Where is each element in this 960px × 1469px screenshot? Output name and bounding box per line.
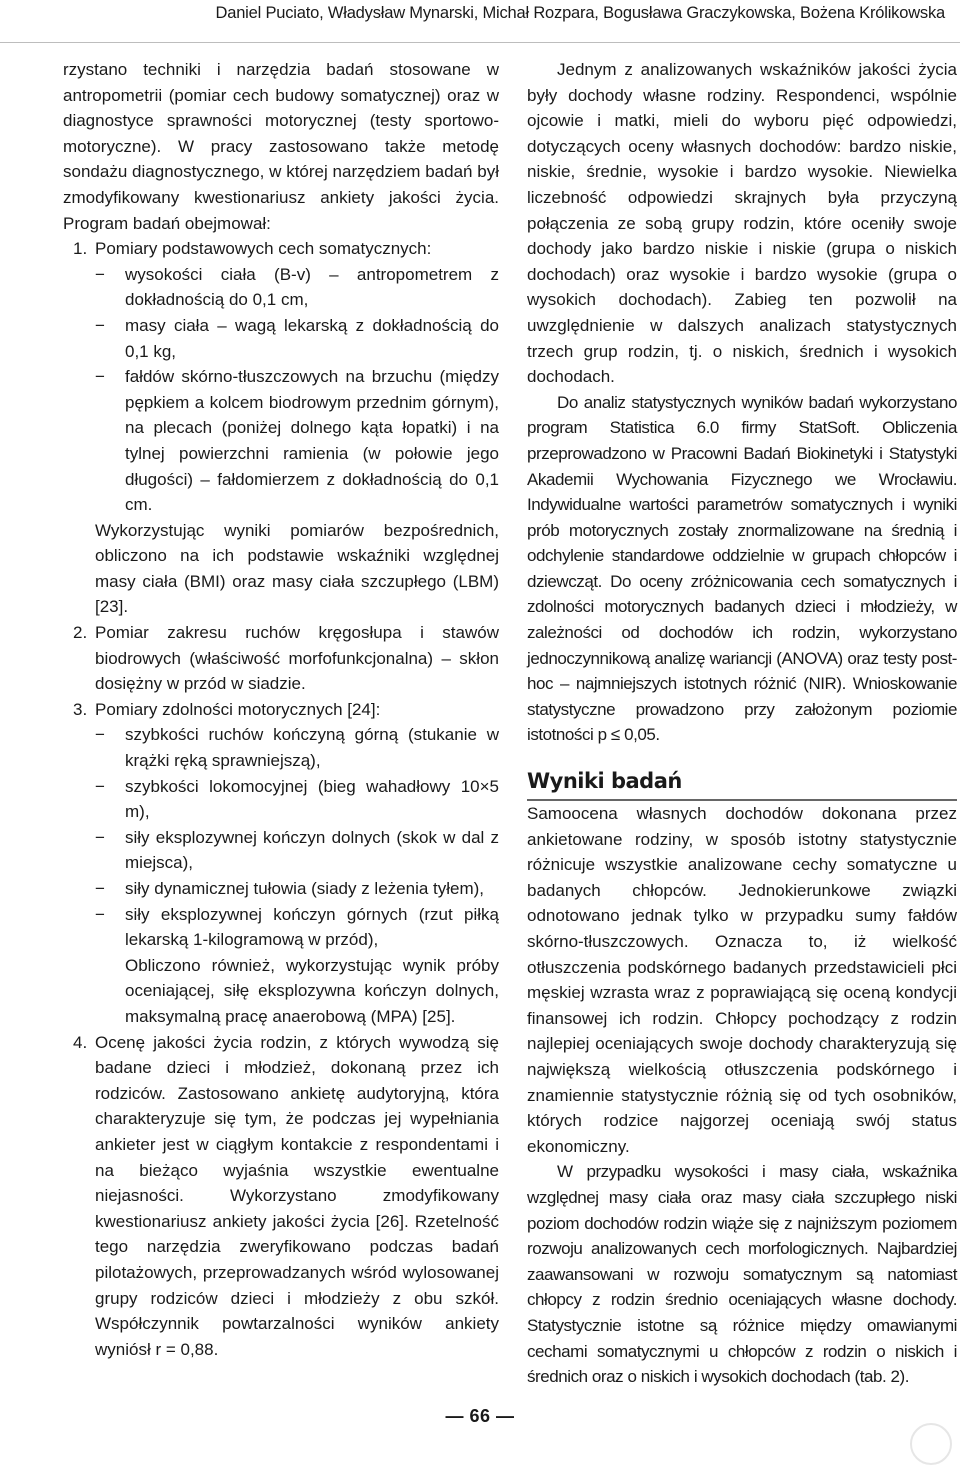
- item-text: Pomiar zakresu ruchów kręgosłupa i stawów biodrowych (właściwość morfofunkcjonalna) – skłon dosiężny w przód w siadzie.: [95, 623, 499, 694]
- right-column: [527, 57, 957, 1390]
- list-item: − masy ciała – wagą lekarską z dokładnością do 0,1 kg,: [95, 313, 499, 364]
- item-text: Pomiary podstawowych cech somatycznych:: [95, 239, 432, 259]
- numbered-item-1: [63, 236, 499, 518]
- body-paragraph: Do analiz statystycznych wyników badań wykorzystano program Statistica 6.0 firmy StatSoft. Obliczenia przeprowadzono w Pracowni Badań Biokinetyki i Statystyki Akademii Wychowania Fizycznego we Wrocławiu. Indywidualne wartości parametrów somatycznych i wyniki prób motorycznych zostały znormalizowane na średnią i odchylenie standardowe oddzielnie w grupach chłopców i dziewcząt. Do oceny zróżnicowania cech somatycznych i zdolności motorycznych badanych dzieci i młodzieży, w zależności od dochodów ich rodzin, wykorzystano jednoczynnikową analizę wariancji (ANOVA) oraz testy post-hoc – najmniejszych istotnych różnić (NIR). Wnioskowanie statystyczne prowadzono przy założonym poziomie istotności p ≤ 0,05.: [527, 392, 957, 745]
- dash-list: [95, 262, 499, 518]
- item-text: Pomiary zdolności motorycznych [24]:: [95, 699, 381, 719]
- list-item: − szybkości ruchów kończyną górną (stukanie w krążki ręką sprawniejszą),: [95, 722, 499, 773]
- list-item: − siły eksplozywnej kończyn dolnych (skok w dal z miejsca),: [95, 825, 499, 876]
- numbered-item-4: [63, 1030, 499, 1363]
- body-paragraph: Jednym z analizowanych wskaźników jakości życia były dochody własne rodziny. Respondenci, wspólnie ojcowie i matki, mieli do wyboru pięć odpowiedzi, dotyczących oceny własnych dochodów: bardzo niskie, niskie, średnie, wysokie i bardzo wysokie. Niewielka liczebność odpowiedzi skrajnych była przyczyną połączenia ze sobą grupy rodzin, które oceniły swoje dochody jako bardzo niskie i niskie (grupa o niskich dochodach) oraz wysokie i bardzo wysokie (grupa o wysokich dochodach). Zabieg ten pozwolił na uwzględnienie w dalszych analizach statystycznych trzech grup rodzin, tj. o niskich, średnich i wysokich dochodach.: [527, 60, 957, 387]
- left-column: [63, 57, 499, 1362]
- item-note: Obliczono również, wykorzystując wynik próby oceniającej, siłę eksplozywna kończyn dolnych, maksymalną pracę anaerobową (MPA) [25].: [125, 955, 499, 1026]
- numbered-item-3: [63, 697, 499, 1030]
- item-text: Ocenę jakości życia rodzin, z których wywodzą się badane dzieci i młodzież, dokonaną przez ich rodziców. Zastosowano ankietę audytoryjną, która charakteryzuje się tym, że podczas jej wypełniania ankieter jest w ciągłym kontakcie z respondentami i na bieżąco wyjaśnia wszystkie ewentualne niejasności. Wykorzystano zmodyfikowany kwestionariusz ankiety jakości życia [26]. Rzetelność tego narzędzia zweryfikowano podczas badań pilotażowych, przeprowadzanych wśród wylosowanej grupy rodziców dzieci i młodzieży z obu szkół. Współczynnik powtarzalności wyników ankiety wyniósł r = 0,88.: [95, 1032, 499, 1359]
- running-header: Daniel Puciato, Władysław Mynarski, Michał Rozpara, Bogusława Graczykowska, Bożena Królikowska: [215, 4, 945, 22]
- list-item: − siły eksplozywnej kończyn górnych (rzut piłką lekarską 1-kilogramową w przód),: [95, 902, 499, 953]
- watermark-seal-icon: [910, 1423, 952, 1465]
- intro-paragraph: rzystano techniki i narzędzia badań stosowane w antropometrii (pomiar cech budowy somatycznej) oraz w diagnostyce sprawności motorycznej (testy sportowo-motoryczne). W pracy zastosowano także metodę sondażu diagnostycznego, w której narzędziem badań był zmodyfikowany kwestionariusz ankiety jakości życia. Program badań obejmował:: [63, 60, 499, 233]
- list-item: − szybkości lokomocyjnej (bieg wahadłowy 10×5 m),: [95, 774, 499, 825]
- numbered-item-2: [63, 620, 499, 697]
- header-divider: [0, 42, 960, 43]
- dash-list: [95, 722, 499, 952]
- item-number: 3.: [73, 699, 88, 719]
- item-number: 4.: [73, 1032, 88, 1052]
- body-paragraph: Samoocena własnych dochodów dokonana przez ankietowane rodziny, w sposób istotny statystycznie różnicuje wszystkie analizowane cechy somatyczne u badanych chłopców. Jednokierunkowe związki odnotowano jednak tylko w przypadku sumy fałdów skórno-tłuszczowych. Oznacza to, iż wielkość otłuszczenia podskórnego badanych przedstawicieli płci męskiej wzrasta wraz z poprawiającą się oceną kondycji finansowej ich rodzin. Chłopcy pochodzący z rodzin najlepiej oceniających swoje dochody charakteryzują się największą wielkością otłuszczenia podskórnego i znamiennie statystycznie różnią się od tych osobników, których rodzice najgorzej oceniają swój status ekonomiczny.: [527, 804, 957, 1156]
- item-note: Wykorzystując wyniki pomiarów bezpośrednich, obliczono na ich podstawie wskaźniki względnej masy ciała (BMI) oraz masy ciała szczupłego (LBM) [23].: [95, 520, 499, 617]
- section-heading: Wyniki badań: [527, 767, 957, 801]
- list-item: − fałdów skórno-tłuszczowych na brzuchu (między pępkiem a kolcem biodrowym przednim górnym), na plecach (poniżej dolnego kąta łopatki) i na tylnej powierzchni ramienia (w połowie jego długości) – fałdomierzem z dokładnością do 0,1 cm.: [95, 364, 499, 518]
- list-item: − wysokości ciała (B-v) – antropometrem z dokładnością do 0,1 cm,: [95, 262, 499, 313]
- item-number: 1.: [73, 239, 88, 259]
- page-number: — 66 —: [445, 1406, 515, 1426]
- body-paragraph: W przypadku wysokości i masy ciała, wskaźnika względnej masy ciała oraz masy ciała szczupłego niski poziom dochodów rodzin wiąże się z najniższym poziomem rozwoju analizowanych cech morfologicznych. Najbardziej zaawansowani w rozwoju somatycznym są natomiast chłopcy z rodzin średnio oceniających własne dochody. Statystycznie istotne są różnice między omawianymi cechami somatycznymi u chłopców z rodzin o niskich i średnich oraz o niskich i wysokich dochodach (tab. 2).: [527, 1162, 957, 1387]
- list-item: − siły dynamicznej tułowia (siady z leżenia tyłem),: [95, 876, 499, 902]
- item-number: 2.: [73, 623, 88, 643]
